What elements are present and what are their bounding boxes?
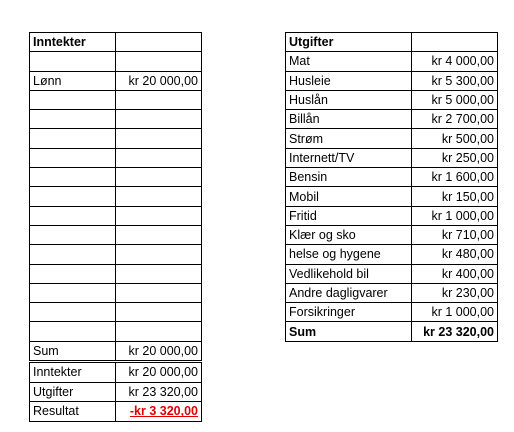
expense-sum-amount-cell[interactable]: kr 23 320,00 (412, 322, 498, 341)
income-item-row (30, 283, 202, 302)
income-item-label-cell[interactable] (30, 129, 116, 148)
expense-item-row (286, 187, 498, 206)
summary-item-amount-cell[interactable]: kr 20 000,00 (116, 363, 202, 383)
income-item-label-cell[interactable] (30, 225, 116, 244)
income-sum-label-cell[interactable]: Sum (30, 341, 116, 360)
expense-item-amount-cell[interactable]: kr 1 000,00 (412, 303, 498, 322)
expense-item-label-cell[interactable]: Huslån (286, 90, 412, 109)
income-item-label-cell[interactable] (30, 264, 116, 283)
income-item-row (30, 52, 202, 71)
income-item-amount-cell[interactable] (116, 322, 202, 341)
expense-item-label-cell[interactable]: Andre dagligvarer (286, 283, 412, 302)
income-item-row (30, 187, 202, 206)
summary-item-label-cell[interactable]: Inntekter (30, 363, 116, 383)
income-sum-row (30, 341, 202, 360)
expense-item-label-cell[interactable]: Klær og sko (286, 225, 412, 244)
expense-item-row (286, 264, 498, 283)
income-item-row (30, 322, 202, 341)
expense-item-row (286, 206, 498, 225)
income-item-label-cell[interactable]: Lønn (30, 71, 116, 90)
expense-item-row (286, 303, 498, 322)
expense-table-body (286, 33, 498, 342)
expense-item-label-cell[interactable]: Forsikringer (286, 303, 412, 322)
summary-item-row (30, 382, 202, 402)
expense-item-label-cell[interactable]: Mobil (286, 187, 412, 206)
expense-item-row (286, 52, 498, 71)
income-item-label-cell[interactable] (30, 283, 116, 302)
summary-result-amount-cell[interactable] (116, 402, 202, 422)
expense-item-row (286, 71, 498, 90)
income-header-label-cell[interactable]: Inntekter (30, 33, 116, 52)
expense-item-label-cell[interactable]: Husleie (286, 71, 412, 90)
expense-item-label-cell[interactable]: Fritid (286, 206, 412, 225)
income-item-row (30, 264, 202, 283)
summary-table-body (30, 363, 202, 422)
income-item-amount-cell[interactable] (116, 303, 202, 322)
summary-item-label-cell[interactable]: Utgifter (30, 382, 116, 402)
income-item-label-cell[interactable] (30, 245, 116, 264)
income-item-label-cell[interactable] (30, 110, 116, 129)
income-item-amount-cell[interactable] (116, 206, 202, 225)
expense-item-amount-cell[interactable]: kr 400,00 (412, 264, 498, 283)
expense-sum-label-cell[interactable]: Sum (286, 322, 412, 341)
income-item-amount-cell[interactable] (116, 187, 202, 206)
expense-item-label-cell[interactable]: Billån (286, 110, 412, 129)
expense-item-amount-cell[interactable]: kr 230,00 (412, 283, 498, 302)
income-item-row (30, 225, 202, 244)
expense-item-row (286, 90, 498, 109)
summary-item-row (30, 363, 202, 383)
expense-item-row (286, 283, 498, 302)
summary-item-amount-cell[interactable]: kr 23 320,00 (116, 382, 202, 402)
income-item-label-cell[interactable] (30, 206, 116, 225)
income-item-amount-cell[interactable] (116, 90, 202, 109)
expense-header-row (286, 33, 498, 52)
income-item-row (30, 168, 202, 187)
income-item-amount-cell[interactable]: kr 20 000,00 (116, 71, 202, 90)
expense-header-amount-cell[interactable] (412, 33, 498, 52)
expense-item-amount-cell[interactable]: kr 1 600,00 (412, 168, 498, 187)
income-item-amount-cell[interactable] (116, 264, 202, 283)
expense-item-row (286, 168, 498, 187)
income-sum-amount-cell[interactable]: kr 20 000,00 (116, 341, 202, 360)
expense-item-row (286, 148, 498, 167)
expense-sum-row (286, 322, 498, 341)
expense-item-row (286, 110, 498, 129)
income-item-row (30, 129, 202, 148)
expense-item-amount-cell[interactable]: kr 710,00 (412, 225, 498, 244)
expense-item-amount-cell[interactable]: kr 1 000,00 (412, 206, 498, 225)
expense-item-amount-cell[interactable]: kr 150,00 (412, 187, 498, 206)
expense-item-label-cell[interactable]: helse og hygene (286, 245, 412, 264)
income-item-row (30, 90, 202, 109)
expense-item-row (286, 245, 498, 264)
expense-item-amount-cell[interactable]: kr 500,00 (412, 129, 498, 148)
income-item-amount-cell[interactable] (116, 110, 202, 129)
income-item-amount-cell[interactable] (116, 52, 202, 71)
income-item-amount-cell[interactable] (116, 148, 202, 167)
expense-item-label-cell[interactable]: Mat (286, 52, 412, 71)
income-table (29, 32, 202, 361)
expense-item-amount-cell[interactable]: kr 5 000,00 (412, 90, 498, 109)
result-negative-value: -kr 3 320,00 (129, 404, 198, 419)
income-item-label-cell[interactable] (30, 187, 116, 206)
income-header-amount-cell[interactable] (116, 33, 202, 52)
summary-result-label-cell[interactable]: Resultat (30, 402, 116, 422)
expense-item-label-cell[interactable]: Internett/TV (286, 148, 412, 167)
income-item-row (30, 206, 202, 225)
income-item-label-cell[interactable] (30, 322, 116, 341)
expense-item-amount-cell[interactable]: kr 2 700,00 (412, 110, 498, 129)
income-item-amount-cell[interactable] (116, 168, 202, 187)
expense-item-amount-cell[interactable]: kr 5 300,00 (412, 71, 498, 90)
income-item-label-cell[interactable] (30, 168, 116, 187)
expense-header-label-cell[interactable]: Utgifter (286, 33, 412, 52)
expense-item-amount-cell[interactable]: kr 480,00 (412, 245, 498, 264)
income-item-label-cell[interactable] (30, 148, 116, 167)
income-item-row (30, 303, 202, 322)
expense-item-row (286, 129, 498, 148)
expense-item-row (286, 225, 498, 244)
expense-item-amount-cell[interactable]: kr 4 000,00 (412, 52, 498, 71)
income-table-body (30, 33, 202, 361)
income-item-label-cell[interactable] (30, 303, 116, 322)
expense-item-label-cell[interactable]: Strøm (286, 129, 412, 148)
summary-result-row (30, 402, 202, 422)
income-item-amount-cell[interactable] (116, 129, 202, 148)
income-item-label-cell[interactable] (30, 90, 116, 109)
income-item-row (30, 148, 202, 167)
income-header-row (30, 33, 202, 52)
expense-item-amount-cell[interactable]: kr 250,00 (412, 148, 498, 167)
expense-item-label-cell[interactable]: Vedlikehold bil (286, 264, 412, 283)
income-item-amount-cell[interactable] (116, 225, 202, 244)
expense-item-label-cell[interactable]: Bensin (286, 168, 412, 187)
income-item-row (30, 71, 202, 90)
income-item-row (30, 245, 202, 264)
expense-table (285, 32, 498, 342)
income-item-label-cell[interactable] (30, 52, 116, 71)
income-item-row (30, 110, 202, 129)
income-item-amount-cell[interactable] (116, 245, 202, 264)
summary-table (29, 362, 202, 422)
income-item-amount-cell[interactable] (116, 283, 202, 302)
